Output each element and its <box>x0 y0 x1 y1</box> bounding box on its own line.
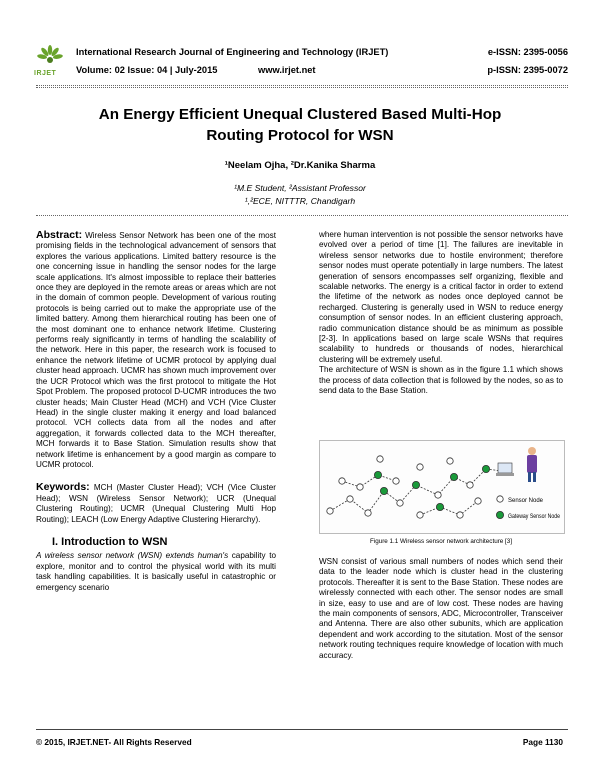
right-paragraph-2: The architecture of WSN is shown as in the figure 1.1 which shows the process of data collection that is followed by the nodes, so as to send data to the Base Station. <box>319 365 563 396</box>
journal-name: International Research Journal of Engineering and Technology (IRJET) <box>76 47 389 57</box>
authors: ¹Neelam Ojha, ²Dr.Kanika Sharma <box>224 160 376 171</box>
page-number: Page 1130 <box>522 737 563 747</box>
affiliation-1: ¹M.E Student, ²Assistant Professor <box>234 183 366 193</box>
footer-rule <box>36 729 568 730</box>
logo-text: IRJET <box>34 70 57 77</box>
right-paragraph-3: WSN consist of various small numbers of nodes which send their data to the leader node which is cluster head in the clustering protocols. Thereafter it is sent to the Base Station. These nodes are wirelessly connected with each other. The sensor nodes are small in size, easy to use and are of low cost. These nodes are having the main components of sensors, ADC, Microcontroller, Transceiver and Antenna. There are also other subunits, which are application dependent and work according to the situtation. Most of the sensor network routing techniques require knowledge of location with much accuracy. <box>319 557 563 660</box>
sensor-nodes <box>327 456 481 518</box>
volume-issue: Volume: 02 Issue: 04 | July-2015 <box>76 65 218 75</box>
wsn-diagram <box>320 441 564 533</box>
left-column <box>36 230 276 593</box>
pissn: p-ISSN: 2395-0072 <box>487 65 568 75</box>
abstract-label: Abstract: <box>36 229 83 241</box>
intro-italic: A wireless sensor network (WSN) extends human's <box>36 551 229 561</box>
right-paragraph-1: where human intervention is not possible the sensor networks have evolved over a period of time [1]. The failures are inevitable in wireless sensor networks due to hostile environment; therefore sensor nodes must operate potentially in large numbers. The latest generation of sensors encompasses self organizing, flexible and scalable networks. The energy is a critical factor in order to extend the lifetime of the network as nodes once deployed cannot be recharged. Clustering is generally used in WSN to reduce energy consumption of sensor nodes. In an efficient clustering approach, radio communication distance should be as minimum as possible [2-3]. In applications based on large scale WSNs that requires scalability to hundreds or thousands of nodes, hierarchical clustering will be extremely useful. <box>319 230 563 364</box>
eissn: e-ISSN: 2395-0056 <box>487 47 568 57</box>
keywords-label: Keywords: <box>36 481 90 494</box>
affiliation-2: ¹,²ECE, NITTTR, Chandigarh <box>244 196 356 206</box>
base-station-icon <box>496 447 537 482</box>
figure-caption: Figure 1.1 Wireless sensor network architecture [3] <box>369 538 513 545</box>
gateway-nodes <box>374 465 489 510</box>
title-line-2: Routing Protocol for WSN <box>206 127 394 144</box>
title-line-1: An Energy Efficient Unequal Clustered Based Multi-Hop <box>98 106 502 123</box>
keywords-text: MCH (Master Cluster Head); VCH (Vice Cluster Head); WSN (Wireless Sensor Network); UCR (Unequal Clustering Routing); UCMR (Unequal Clustering Multi Hop Routing); LEACH (Low Energy Adaptive Clustering Hierarchy). <box>36 483 276 524</box>
right-column-top <box>319 230 563 397</box>
keywords <box>36 482 276 525</box>
legend-gateway-label: Gateway Sensor Node <box>508 514 561 520</box>
abstract <box>36 230 276 470</box>
header-rule-2 <box>36 87 568 88</box>
figure-legend <box>496 496 503 519</box>
journal-url[interactable]: www.irjet.net <box>258 65 316 75</box>
irjet-logo <box>36 44 64 80</box>
title-rule <box>36 215 568 216</box>
legend-sensor-label: Sensor Node <box>508 498 544 504</box>
paper-title <box>40 104 560 146</box>
section-heading-intro: I. Introduction to WSN <box>52 535 168 548</box>
intro-text: capability to explore, monitor and to control the physical world with its multi task handling capabilities. It is basically useful in catastrophic or emergency scenario <box>36 551 276 592</box>
copyright: © 2015, IRJET.NET- All Rights Reserved <box>36 737 192 747</box>
intro-paragraph <box>36 551 276 593</box>
right-column-bottom <box>319 557 563 661</box>
abstract-text: Wireless Sensor Network has been one of the most promising fields in the technological advancement of sensors that explores the various applications. Limited battery resource is the one concerning issue in handling the sensor nodes for the large scale applications. It's almost impossible to replace their batteries once they are deployed in the remote areas or areas which are not in the domain of common people. Development of various routing protocols is being carried out to make the appropriate use of the limited battery. Among them hierarchical routing has been one of the most dominant one to enhance network lifetime. Clustering performs realy significantly in terms of handling the scalability of the network. Here in this paper, the research work is focused to enhance the network lifetime of UCMR protocol by applying dual cluster head approach. UCMR has shown much improvement over the UCR Protocol which was the first protocol to mitigate the Hot Spot Problem. The proposed protocol D-UCMR introduces the two cluster heads; Main Cluster Head (MCH) and VCH (Vice Cluster Head) in the single cluster making it energy and load balanced protocol. VCH collects data from all the nodes and after aggregation, it forwards collected data to the MCH thereafter, MCH forwards it to Base Station. Simulation results show that network lifetime is enhancement by a good margin as compare to UCMR protocol. <box>36 231 276 469</box>
wsn-architecture-figure <box>319 440 565 534</box>
header-rule <box>36 85 568 86</box>
journal-header <box>36 44 566 80</box>
